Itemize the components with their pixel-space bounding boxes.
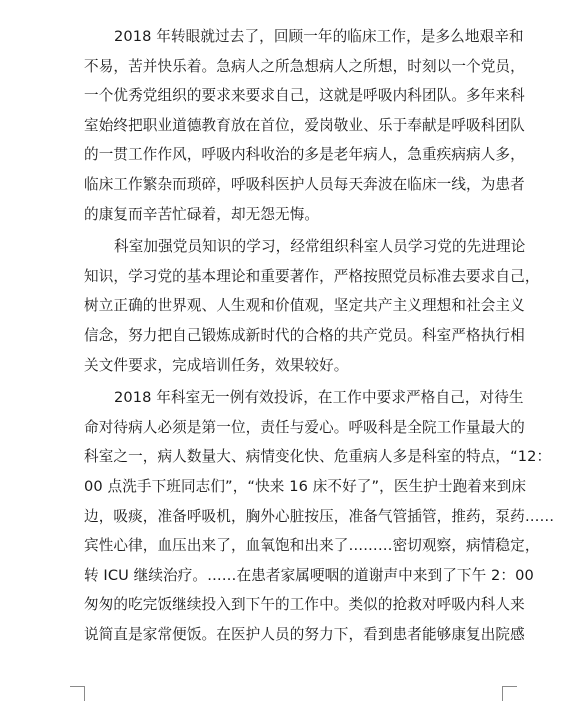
- text-line: 树立正确的世界观、人生观和价值观，坚定共产主义理想和社会主义: [84, 297, 525, 315]
- text-line: 一个优秀党组织的要求来要求自己，这就是呼吸内科团队。多年来科: [84, 87, 525, 105]
- text-line: 临床工作繁杂而琐碎，呼吸科医护人员每天奔波在临床一线，为患者: [84, 175, 525, 193]
- text-line: 00 点洗手下班同志们”，“快来 16 床不好了”，医生护士跑着来到床: [84, 477, 527, 495]
- text-line: 宾性心律，血压出来了，血氧饱和出来了………密切观察，病情稳定，: [84, 537, 540, 555]
- text-line: 科室加强党员知识的学习，经常组织科室人员学习党的先进理论: [114, 238, 526, 256]
- paragraph-2: [84, 232, 540, 380]
- text-line: 关文件要求，完成培训任务，效果较好。: [84, 356, 349, 374]
- page-corner-mark-left: [70, 686, 85, 701]
- text-line: 命对待病人必须是第一位，责任与爱心。呼吸科是全院工作量最大的: [84, 418, 525, 436]
- text-line: 2018 年科室无一例有效投诉，在工作中要求严格自己，对待生: [114, 389, 524, 407]
- page-corner-mark-right: [502, 686, 517, 701]
- text-line: 边，吸痰，准备呼吸机，胸外心脏按压，准备气管插管，推药，泵药……: [84, 507, 555, 525]
- text-line: 转 ICU 继续治疗。……在患者家属哽咽的道谢声中来到了下午 2：00: [84, 566, 534, 584]
- text-line: 室始终把职业道德教育放在首位，爱岗敬业、乐于奉献是呼吸科团队: [84, 116, 525, 134]
- text-line: 的一贯工作作风，呼吸内科收治的多是老年病人，急重疾病病人多，: [84, 146, 525, 164]
- paragraph-3: [84, 383, 555, 649]
- text-line: 说简直是家常便饭。在医护人员的努力下，看到患者能够康复出院感: [84, 625, 525, 643]
- paragraph-1: [84, 22, 525, 229]
- text-line: 不易，苦并快乐着。急病人之所急想病人之所想，时刻以一个党员，: [84, 57, 525, 75]
- text-line: 匆匆的吃完饭继续投入到下午的工作中。类似的抢救对呼吸内科人来: [84, 596, 525, 614]
- text-line: 信念，努力把自己锻炼成新时代的合格的共产党员。科室严格执行相: [84, 326, 525, 344]
- text-line: 知识，学习党的基本理论和重要著作，严格按照党员标准去要求自己，: [84, 267, 540, 285]
- text-line: 科室之一，病人数量大、病情变化快、危重病人多是科室的特点，“12：: [84, 448, 552, 466]
- document-body: [84, 22, 555, 652]
- text-line: 的康复而辛苦忙碌着，却无怨无悔。: [84, 205, 320, 223]
- text-line: 2018 年转眼就过去了，回顾一年的临床工作，是多么地艰辛和: [114, 28, 524, 45]
